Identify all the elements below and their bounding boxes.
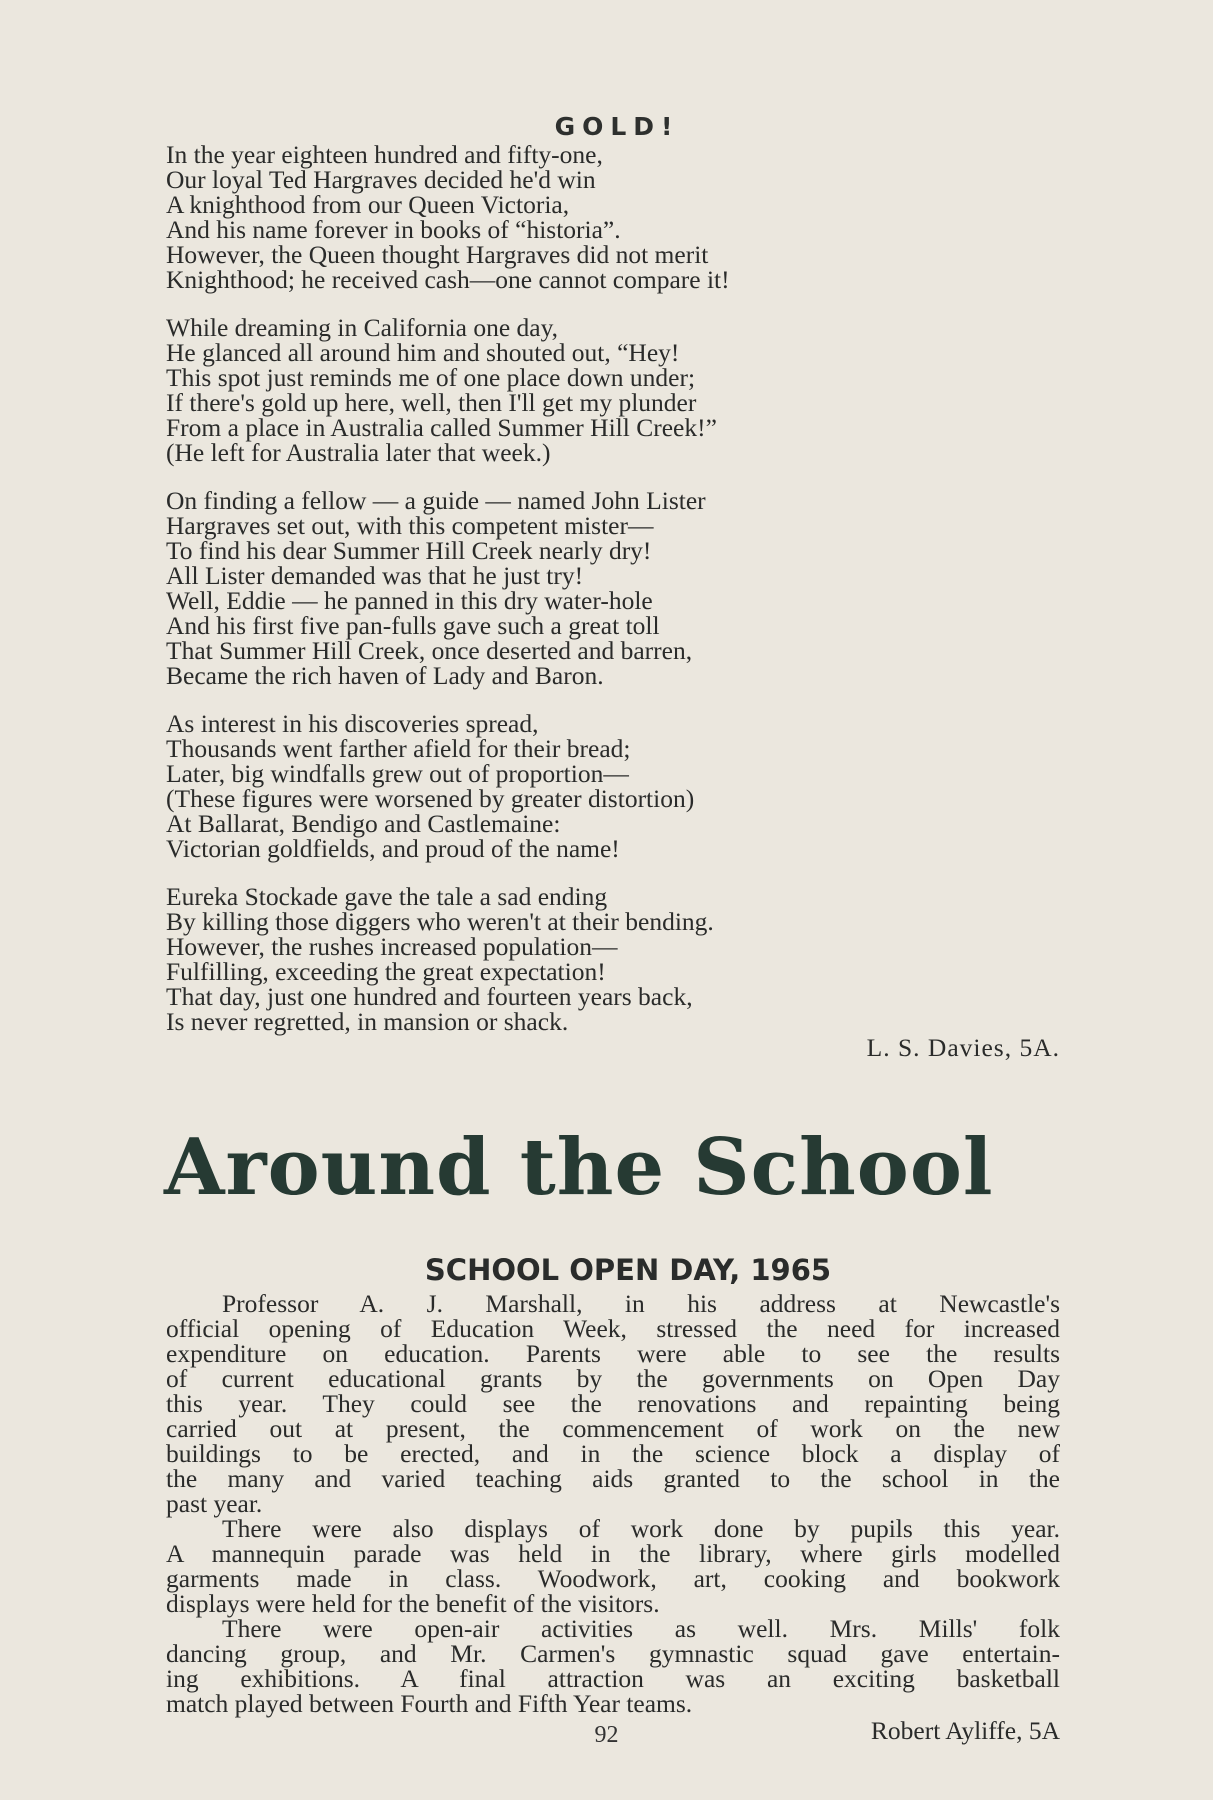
page-number: 92 <box>594 1722 619 1748</box>
poem-line: Hargraves set out, with this competent mister— <box>166 511 654 540</box>
poem-body <box>166 142 1060 1034</box>
poem-line: While dreaming in California one day, <box>166 313 559 342</box>
article-line: There were also displays of work done by pupils this year. <box>222 1514 1060 1543</box>
article-author: Robert Ayliffe, 5A <box>870 1716 1060 1745</box>
page-content <box>166 112 1060 1743</box>
article-line: past year. <box>166 1489 263 1518</box>
article-line: this year. They could see the renovations and repainting being <box>166 1389 1060 1418</box>
article-paragraph <box>166 1516 1060 1616</box>
article-line: buildings to be erected, and in the science block a display of <box>166 1439 1060 1468</box>
poem-stanza <box>166 315 1060 465</box>
poem-stanza <box>166 884 1060 1034</box>
article-line: garments made in class. Woodwork, art, cooking and bookwork <box>166 1564 1060 1593</box>
poem-line: That day, just one hundred and fourteen years back, <box>166 982 693 1011</box>
section-title: Around the School <box>164 1122 994 1213</box>
poem-line: At Ballarat, Bendigo and Castlemaine: <box>166 809 561 838</box>
poem-line: This spot just reminds me of one place down under; <box>166 363 696 392</box>
poem-line: To find his dear Summer Hill Creek nearly dry! <box>166 536 652 565</box>
poem-author: L. S. Davies, 5A. <box>866 1033 1060 1062</box>
poem-line: By killing those diggers who weren't at their bending. <box>166 907 714 936</box>
article-line: A mannequin parade was held in the library, where girls modelled <box>166 1539 1060 1568</box>
article-line: of current educational grants by the governments on Open Day <box>166 1364 1060 1393</box>
poem-line: As interest in his discoveries spread, <box>166 709 539 738</box>
article-line: carried out at present, the commencement of work on the new <box>166 1414 1060 1443</box>
article-line: expenditure on education. Parents were able to see the results <box>166 1339 1060 1368</box>
poem-line: All Lister demanded was that he just try! <box>166 561 584 590</box>
article-body <box>166 1291 1060 1716</box>
poem-line: Our loyal Ted Hargraves decided he'd win <box>166 165 596 194</box>
article-line: Professor A. J. Marshall, in his address at Newcastle's <box>222 1289 1060 1318</box>
article-title: SCHOOL OPEN DAY, 1965 <box>424 1253 832 1287</box>
poem-stanza <box>166 711 1060 861</box>
poem-line: Victorian goldfields, and proud of the name! <box>166 834 620 863</box>
poem-line: In the year eighteen hundred and fifty-one, <box>166 140 603 169</box>
article-paragraph <box>166 1616 1060 1716</box>
poem-line: However, the rushes increased population— <box>166 932 618 961</box>
article-line: the many and varied teaching aids granted to the school in the <box>166 1464 1060 1493</box>
poem-line: If there's gold up here, well, then I'll get my plunder <box>166 388 697 417</box>
poem-line: Knighthood; he received cash—one cannot compare it! <box>166 265 730 294</box>
article-line: ing exhibitions. A final attraction was an exciting basketball <box>166 1664 1060 1693</box>
poem-line: Fulfilling, exceeding the great expectation! <box>166 957 606 986</box>
poem-line: However, the Queen thought Hargraves did not merit <box>166 240 709 269</box>
poem-title: GOLD! <box>554 112 680 141</box>
poem-line: Well, Eddie — he panned in this dry water-hole <box>166 586 653 615</box>
poem-line: A knighthood from our Queen Victoria, <box>166 190 570 219</box>
poem-line: And his name forever in books of “historia”. <box>166 215 621 244</box>
article-line: There were open-air activities as well. Mrs. Mills' folk <box>222 1614 1060 1643</box>
article-line: match played between Fourth and Fifth Year teams. <box>166 1689 693 1718</box>
poem-line: Became the rich haven of Lady and Baron. <box>166 661 604 690</box>
poem-line: From a place in Australia called Summer Hill Creek!” <box>166 413 717 442</box>
article-line: displays were held for the benefit of the visitors. <box>166 1589 660 1618</box>
poem-line: That Summer Hill Creek, once deserted and barren, <box>166 636 693 665</box>
poem-line: Later, big windfalls grew out of proportion— <box>166 759 629 788</box>
poem-stanza <box>166 488 1060 688</box>
poem-stanza <box>166 142 1060 292</box>
article-line: official opening of Education Week, stressed the need for increased <box>166 1314 1060 1343</box>
article-line: dancing group, and Mr. Carmen's gymnastic squad gave entertain- <box>166 1639 1060 1668</box>
poem-line: He glanced all around him and shouted out, “Hey! <box>166 338 680 367</box>
poem-line: (He left for Australia later that week.) <box>166 438 551 467</box>
article-paragraph <box>166 1291 1060 1516</box>
poem-line: Eureka Stockade gave the tale a sad ending <box>166 882 608 911</box>
poem-line: Is never regretted, in mansion or shack. <box>166 1007 569 1036</box>
poem-line: (These figures were worsened by greater distortion) <box>166 784 695 813</box>
poem-line: Thousands went farther afield for their bread; <box>166 734 631 763</box>
poem-line: On finding a fellow — a guide — named John Lister <box>166 486 706 515</box>
poem-line: And his first five pan-fulls gave such a great toll <box>166 611 660 640</box>
